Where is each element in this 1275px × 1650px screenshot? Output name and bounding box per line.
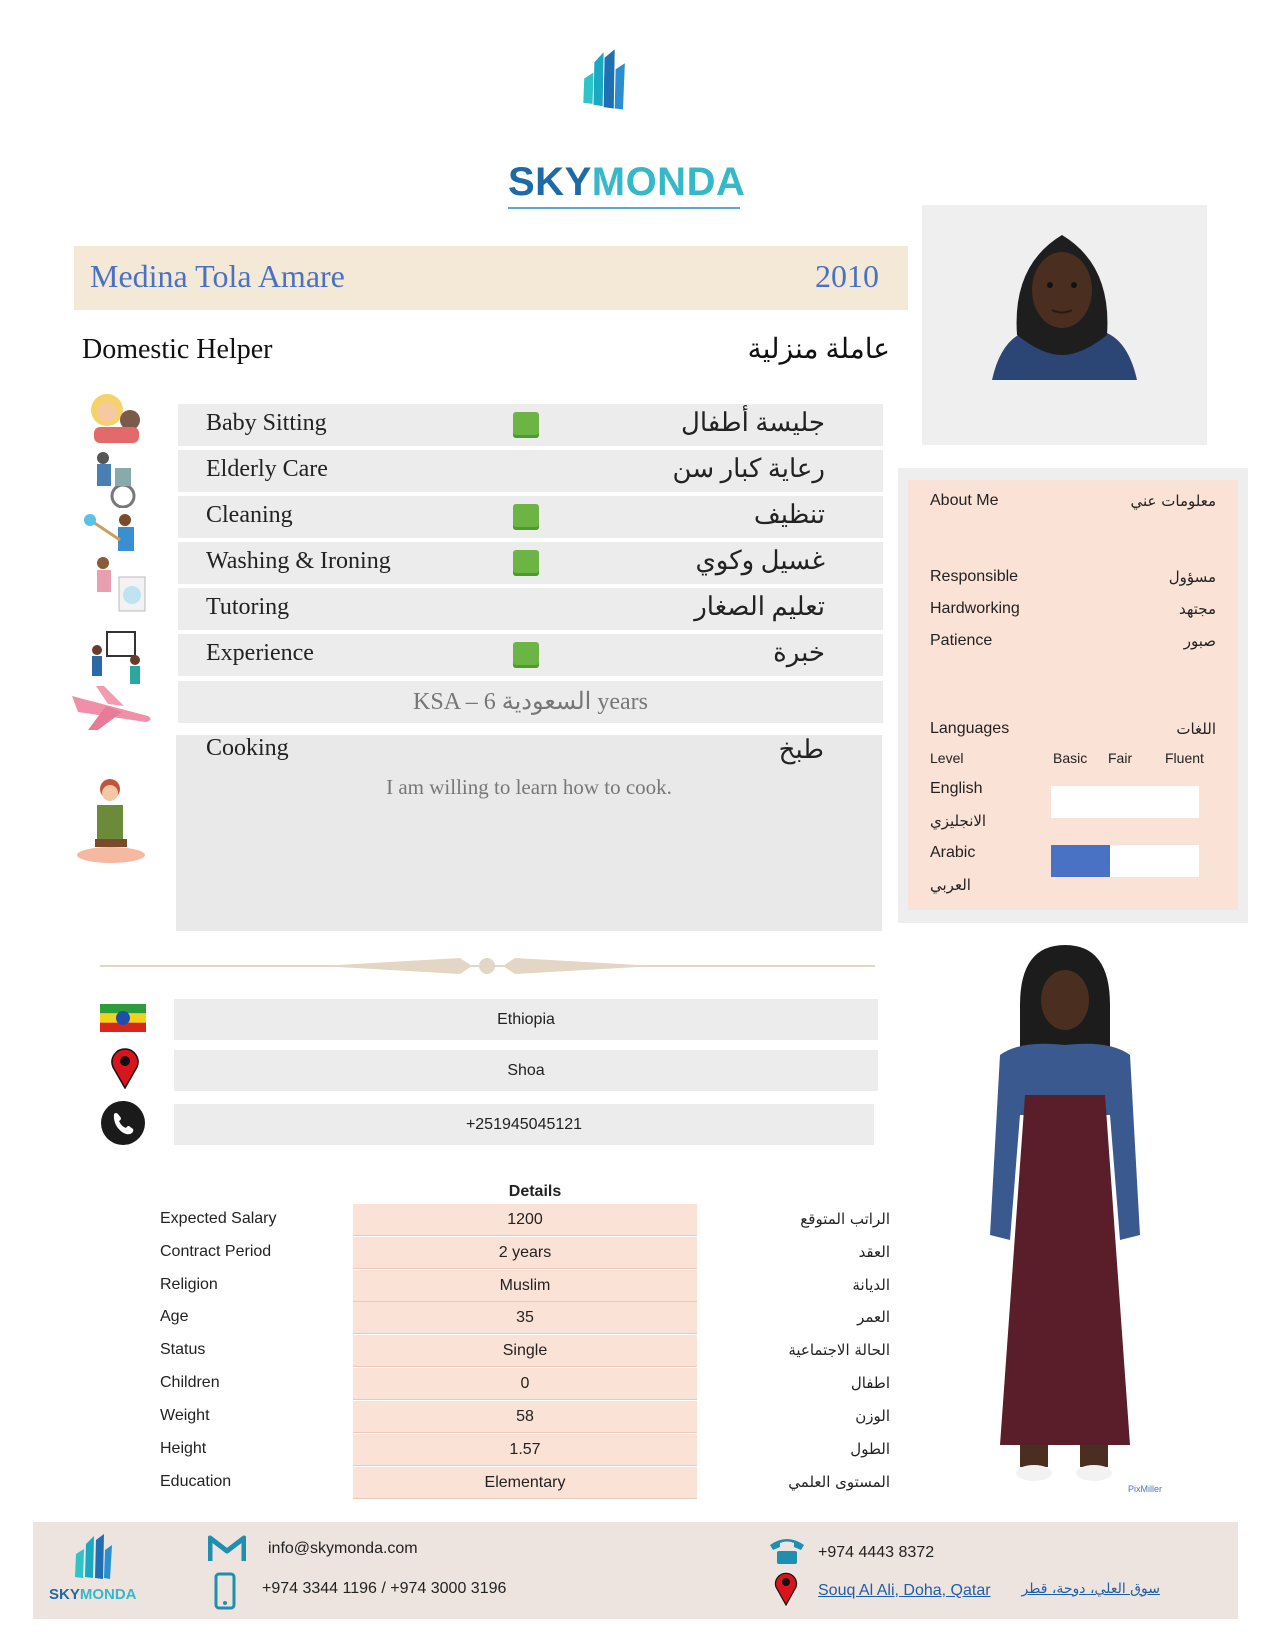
- footer-logo-icon: [72, 1532, 118, 1580]
- skill-label: Tutoring: [206, 594, 290, 620]
- skill-label: Washing & Ironing: [206, 548, 391, 574]
- location-pin-icon: [110, 1047, 140, 1089]
- skill-row-elderly-care: [178, 450, 883, 492]
- role-english: Domestic Helper: [82, 334, 273, 365]
- checked-box-icon: [513, 550, 539, 576]
- cooking-box: [176, 735, 882, 931]
- region-field: Shoa: [174, 1050, 878, 1091]
- skill-label-arabic: خبرة: [773, 638, 825, 667]
- airplane-icon: [68, 682, 154, 734]
- cooking-note: I am willing to learn how to cook.: [386, 775, 672, 799]
- about-panel-inner: [908, 480, 1238, 910]
- skill-row-cleaning: [178, 496, 883, 538]
- detail-label: Religion: [160, 1276, 218, 1293]
- detail-label-arabic: الراتب المتوقع: [800, 1210, 890, 1228]
- experience-detail: KSA – السعودية 6 years: [178, 681, 883, 723]
- trait-label-arabic: صبور: [1183, 632, 1216, 650]
- portrait-photo: [922, 205, 1207, 445]
- country-field: Ethiopia: [174, 999, 878, 1040]
- detail-value: Muslim: [353, 1270, 697, 1302]
- detail-label-arabic: الحالة الاجتماعية: [788, 1341, 890, 1359]
- skill-label: Elderly Care: [206, 456, 328, 482]
- checked-box-icon: [513, 412, 539, 438]
- language-arabic-arabic: العربي: [930, 876, 971, 894]
- footer-address-arabic-link[interactable]: سوق العلي، دوحة، قطر: [1021, 1581, 1160, 1597]
- footer-wordmark: SKYMONDA: [49, 1586, 137, 1603]
- about-title-arabic: معلومات عني: [1130, 492, 1216, 510]
- detail-value: 58: [353, 1401, 697, 1433]
- skill-label-arabic: غسيل وكوي: [695, 546, 825, 575]
- cooking-label: Cooking: [206, 735, 289, 761]
- checked-box-icon: [513, 642, 539, 668]
- skill-row-tutoring: [178, 588, 883, 630]
- photo-watermark: PixMiller: [1128, 1484, 1163, 1494]
- detail-value: 1200: [353, 1204, 697, 1236]
- detail-label-arabic: العمر: [857, 1308, 890, 1326]
- footer-email[interactable]: info@skymonda.com: [268, 1540, 418, 1557]
- detail-label: Weight: [160, 1407, 210, 1424]
- mail-icon: [208, 1535, 246, 1563]
- detail-label: Expected Salary: [160, 1210, 277, 1227]
- brand-wordmark: SKYMONDA: [508, 160, 740, 209]
- mobile-icon: [214, 1572, 236, 1610]
- detail-label-arabic: العقد: [858, 1243, 890, 1261]
- trait-label-arabic: مسؤول: [1168, 568, 1216, 586]
- trait-label: Patience: [930, 632, 993, 649]
- skill-label: Experience: [206, 640, 314, 666]
- skill-row-experience: [178, 634, 883, 676]
- detail-value: Single: [353, 1335, 697, 1367]
- phone-icon: [100, 1100, 146, 1146]
- elderly-care-icon: [85, 448, 155, 508]
- languages-title: Languages: [930, 720, 1010, 737]
- checked-box-icon: [513, 504, 539, 530]
- detail-label: Height: [160, 1440, 207, 1457]
- skill-label: Baby Sitting: [206, 410, 327, 436]
- skill-label-arabic: تعليم الصغار: [694, 592, 825, 621]
- detail-value: 0: [353, 1368, 697, 1400]
- baby-sitting-icon: [82, 385, 152, 445]
- portrait-image: [922, 205, 1207, 445]
- level-fair: Fair: [1108, 750, 1133, 766]
- full-body-photo: [960, 945, 1170, 1495]
- skill-label: Cleaning: [206, 502, 293, 528]
- skymonda-logo-icon: [575, 25, 695, 155]
- trait-label: Responsible: [930, 568, 1019, 585]
- phone-field: +251945045121: [174, 1104, 874, 1145]
- ethiopia-flag-icon: [100, 1004, 146, 1032]
- cooking-label-arabic: طبخ: [778, 735, 824, 764]
- skill-row-washing-ironing: [178, 542, 883, 584]
- trait-label-arabic: مجتهد: [1178, 600, 1216, 618]
- detail-label-arabic: الوزن: [855, 1407, 890, 1425]
- details-title: Details: [508, 1183, 562, 1200]
- detail-value: 35: [353, 1302, 697, 1334]
- language-english-arabic: الانجليزي: [930, 812, 987, 830]
- skill-label-arabic: جليسة أطفال: [680, 408, 825, 437]
- detail-label: Education: [160, 1473, 232, 1490]
- detail-label-arabic: المستوى العلمي: [788, 1473, 890, 1491]
- telephone-icon: [768, 1535, 806, 1565]
- location-pin-icon: [774, 1570, 798, 1606]
- trait-label: Hardworking: [930, 600, 1020, 617]
- arabic-level-bar: [1051, 845, 1199, 877]
- detail-label-arabic: الطول: [850, 1440, 890, 1458]
- level-fluent: Fluent: [1165, 750, 1204, 766]
- detail-value: 2 years: [353, 1237, 697, 1269]
- about-title: About Me: [930, 492, 999, 509]
- level-label: Level: [930, 750, 964, 766]
- footer-landline: +974 4443 8372: [818, 1544, 935, 1561]
- detail-value: Elementary: [353, 1467, 697, 1499]
- birth-year: 2010: [815, 258, 879, 294]
- detail-label-arabic: اطفال: [850, 1374, 890, 1392]
- skill-label-arabic: تنظيف: [753, 500, 825, 529]
- footer-address-link[interactable]: Souq Al Ali, Doha, Qatar: [818, 1582, 991, 1599]
- detail-label-arabic: الديانة: [852, 1276, 890, 1294]
- ornament-divider: [100, 955, 875, 977]
- detail-value: 1.57: [353, 1434, 697, 1466]
- candidate-name: Medina Tola Amare: [90, 258, 345, 294]
- skill-row-baby-sitting: [178, 404, 883, 446]
- detail-label: Age: [160, 1308, 189, 1325]
- footer-mobile-numbers: +974 3344 1196 / +974 3000 3196: [262, 1580, 507, 1597]
- cooking-icon: [75, 775, 150, 863]
- tutoring-icon: [85, 628, 155, 688]
- detail-label: Children: [160, 1374, 220, 1391]
- washing-icon: [85, 555, 155, 615]
- language-arabic: Arabic: [930, 844, 976, 861]
- level-basic: Basic: [1053, 750, 1088, 766]
- english-level-bar: [1051, 786, 1199, 818]
- detail-label: Status: [160, 1341, 206, 1358]
- skill-label-arabic: رعاية كبار سن: [672, 454, 825, 483]
- role-arabic: عاملة منزلية: [747, 334, 890, 365]
- languages-title-arabic: اللغات: [1176, 720, 1216, 738]
- detail-label: Contract Period: [160, 1243, 272, 1260]
- language-english: English: [930, 780, 983, 797]
